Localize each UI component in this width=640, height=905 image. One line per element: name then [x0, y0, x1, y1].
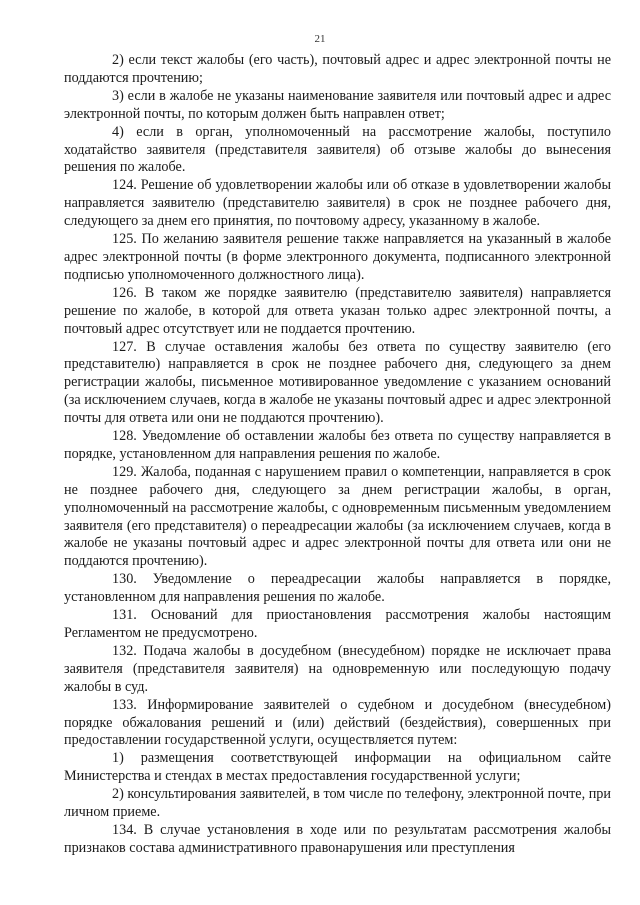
- document-body: [64, 52, 611, 858]
- paragraph-126: 126. В таком же порядке заявителю (представителю заявителя) направляется решение по жалобе, в которой для ответа указан только адрес электронной почты, а почтовый адрес отсутствует или не поддается прочтению.: [64, 284, 611, 337]
- paragraph-133-item-1: 1) размещения соответствующей информации на официальном сайте Министерства и стендах в местах предоставления государственной услуги;: [64, 750, 611, 785]
- paragraph-133: 133. Информирование заявителей о судебном и досудебном (внесудебном) порядке обжалования решений и (или) действий (бездействия), совершенных при предоставлении государственной услуги, осуществляется путем:: [64, 696, 611, 749]
- paragraph-127: 127. В случае оставления жалобы без ответа по существу заявителю (его представителю) направляется в срок не позднее рабочего дня, следующего за днем регистрации жалобы, письменное мотивированное уведомление с указанием оснований (за исключением случаев, когда в жалобе не указаны почтовый адрес и адрес электронной почты для ответа или они не поддаются прочтению).: [64, 338, 611, 427]
- paragraph-item-2: 2) если текст жалобы (его часть), почтовый адрес и адрес электронной почты не поддаются прочтению;: [64, 52, 611, 86]
- paragraph-134: 134. В случае установления в ходе или по результатам рассмотрения жалобы признаков состава административного правонарушения или преступления: [64, 821, 611, 856]
- paragraph-133-item-2: 2) консультирования заявителей, в том числе по телефону, электронной почте, при личном приеме.: [64, 786, 611, 821]
- paragraph-129: 129. Жалоба, поданная с нарушением правил о компетенции, направляется в срок не позднее рабочего дня, следующего за днем регистрации жалобы, в орган, уполномоченный на рассмотрение жалобы, с одновременным письменным уведомлением заявителя (его представителя) о переадресации жалобы (за исключением случаев, когда в жалобе не указаны почтовый адрес и адрес электронной почты для ответа или они не поддаются прочтению).: [64, 463, 611, 570]
- paragraph-128: 128. Уведомление об оставлении жалобы без ответа по существу направляется в порядке, установленном для направления решения по жалобе.: [64, 428, 611, 462]
- paragraph-125: 125. По желанию заявителя решение также направляется на указанный в жалобе адрес электронной почты (в форме электронного документа, подписанного электронной подписью уполномоченного должностного лица).: [64, 231, 611, 283]
- paragraph-132: 132. Подача жалобы в досудебном (внесудебном) порядке не исключает права заявителя (представителя заявителя) на одновременную или последующую подачу жалобы в суд.: [64, 642, 611, 695]
- paragraph-item-3: 3) если в жалобе не указаны наименование заявителя или почтовый адрес и адрес электронной почты, по которым должен быть направлен ответ;: [64, 87, 611, 122]
- paragraph-124: 124. Решение об удовлетворении жалобы или об отказе в удовлетворении жалобы направляется заявителю (представителю заявителя) в срок не позднее рабочего дня, следующего за днем его принятия, по почтовому адресу, указанному в жалобе.: [64, 177, 611, 230]
- paragraph-130: 130. Уведомление о переадресации жалобы направляется в порядке, установленном для направления решения по жалобе.: [64, 571, 611, 606]
- paragraph-item-4: 4) если в орган, уполномоченный на рассмотрение жалобы, поступило ходатайство заявителя (представителя заявителя) об отзыве жалобы до вынесения решения по жалобе.: [64, 123, 611, 176]
- paragraph-131: 131. Оснований для приостановления рассмотрения жалобы настоящим Регламентом не предусмотрено.: [64, 607, 611, 641]
- page-number: 21: [314, 33, 326, 45]
